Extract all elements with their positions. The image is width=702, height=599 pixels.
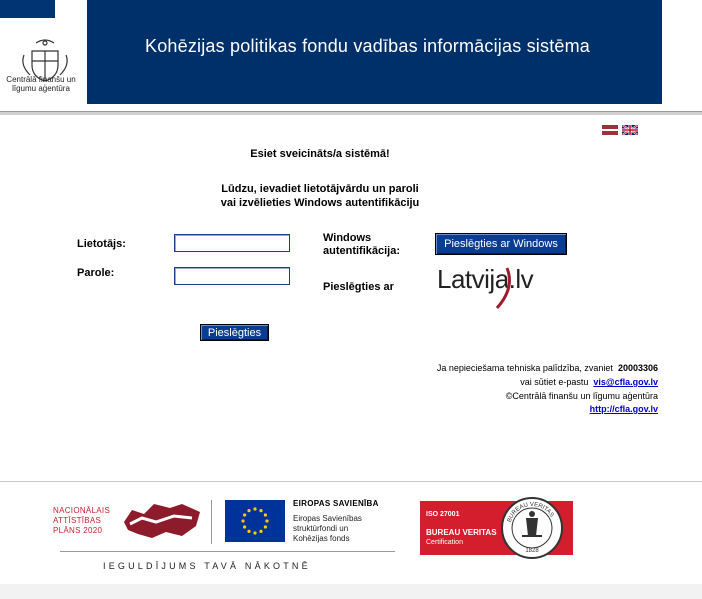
org-name: Centrālā finanšu un līgumu aģentūra xyxy=(6,75,76,93)
windows-auth-label xyxy=(323,232,400,258)
eu-title: EIROPAS SAVIENĪBA xyxy=(293,499,379,508)
header-divider xyxy=(0,111,702,115)
slogan-divider xyxy=(60,551,395,552)
latvia-map-icon xyxy=(122,500,202,542)
latvija-lv-logo[interactable]: Latvija.lv xyxy=(437,264,534,294)
username-label: Lietotājs: xyxy=(77,238,126,250)
eu-flag-icon xyxy=(225,500,285,542)
uk-flag-icon[interactable] xyxy=(622,125,638,135)
bv-name-text: BUREAU VERITAS xyxy=(426,528,497,537)
bv-cert-text: Certification xyxy=(426,539,463,546)
system-title: Kohēzijas politikas fondu vadības informācijas sistēma xyxy=(145,36,591,56)
password-label: Parole: xyxy=(77,267,115,279)
footer-divider xyxy=(0,481,702,482)
eu-line-2: struktūrfondi un xyxy=(293,524,349,533)
help-email-link[interactable]: vis@cfla.gov.lv xyxy=(593,377,658,387)
header-banner xyxy=(87,0,662,104)
footer-vertical-divider xyxy=(211,500,212,544)
help-email-line xyxy=(520,377,658,387)
nap-line-3: PLĀNS 2020 xyxy=(53,526,103,535)
windows-label-line-1: Windows xyxy=(323,232,372,244)
nap-2020-logo-text xyxy=(53,506,110,536)
login-button[interactable]: Pieslēgties xyxy=(200,324,269,341)
latvija-label: Pieslēgties ar xyxy=(323,281,394,293)
bureau-veritas-seal-icon xyxy=(500,492,564,564)
login-instruction xyxy=(0,182,640,210)
windows-label-line-2: autentifikācija: xyxy=(323,245,401,257)
footer-band xyxy=(0,584,702,599)
footer-slogan: IEGULDĪJUMS TAVĀ NĀKOTNĒ xyxy=(103,561,311,571)
nap-line-2: ATTĪSTĪBAS xyxy=(53,516,102,525)
eu-line-1: Eiropas Savienības xyxy=(293,514,362,523)
website-link[interactable]: http://cfla.gov.lv xyxy=(589,404,658,414)
eu-funds-text xyxy=(293,514,362,544)
help-phone-text: Ja nepieciešama tehniska palīdzība, zvaniet xyxy=(436,363,613,373)
password-field[interactable] xyxy=(174,267,290,285)
bv-seal-year: 1828 xyxy=(525,548,539,554)
latvija-swoosh-icon xyxy=(485,264,515,312)
help-email-text: vai sūtiet e-pastu xyxy=(520,377,589,387)
copyright-text: ©Centrālā finanšu un līgumu aģentūra xyxy=(505,391,658,401)
latvian-flag-icon[interactable] xyxy=(602,125,618,135)
help-phone-number: 20003306 xyxy=(617,363,658,373)
nap-line-1: NACIONĀLAIS xyxy=(53,506,111,515)
welcome-text: Esiet sveicināts/a sistēmā! xyxy=(250,148,390,160)
windows-login-button[interactable]: Pieslēgties ar Windows xyxy=(435,233,567,255)
help-phone-line xyxy=(437,363,658,373)
header-flag-block xyxy=(0,0,55,18)
instruction-line-1: Lūdzu, ievadiet lietotājvārdu un paroli xyxy=(221,183,419,195)
website-line xyxy=(590,404,658,414)
eu-line-3: Kohēzijas fonds xyxy=(293,534,350,543)
bv-seal-text: BUREAU VERITAS xyxy=(506,501,555,524)
instruction-line-2: vai izvēlieties Windows autentifikāciju xyxy=(220,197,420,209)
username-field[interactable] xyxy=(174,234,290,252)
bv-iso-text: ISO 27001 xyxy=(426,511,460,518)
